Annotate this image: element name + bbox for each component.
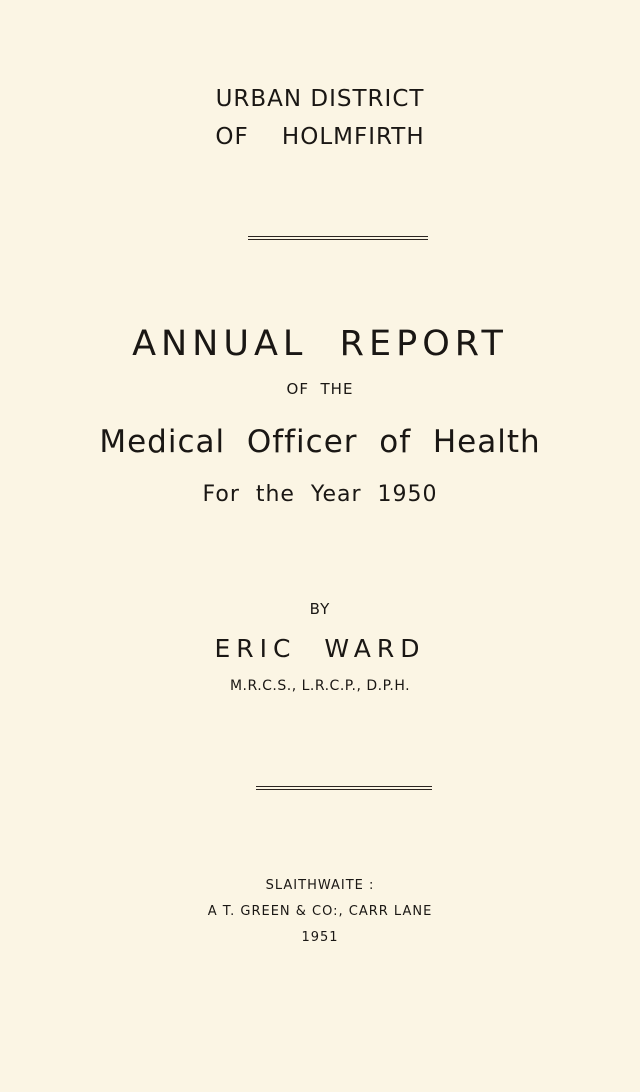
by-line: BY (309, 600, 331, 618)
author-qualifications: M.R.C.S., L.R.C.P., D.P.H. (229, 678, 411, 694)
top-rule (248, 236, 428, 240)
printer-place: SLAITHWAITE : (265, 878, 375, 893)
printer-name: A T. GREEN & CO:, CARR LANE (207, 904, 433, 919)
bottom-rule (256, 786, 432, 790)
of-the-line: OF THE (286, 380, 354, 398)
report-title: ANNUAL REPORT (132, 324, 508, 364)
year-line: For the Year 1950 (202, 482, 438, 507)
author-name: ERIC WARD (214, 634, 426, 663)
district-line-2: OF HOLMFIRTH (215, 124, 425, 150)
officer-title: Medical Officer of Health (99, 424, 541, 460)
printer-year: 1951 (301, 930, 339, 945)
district-line-1: URBAN DISTRICT (215, 86, 425, 112)
